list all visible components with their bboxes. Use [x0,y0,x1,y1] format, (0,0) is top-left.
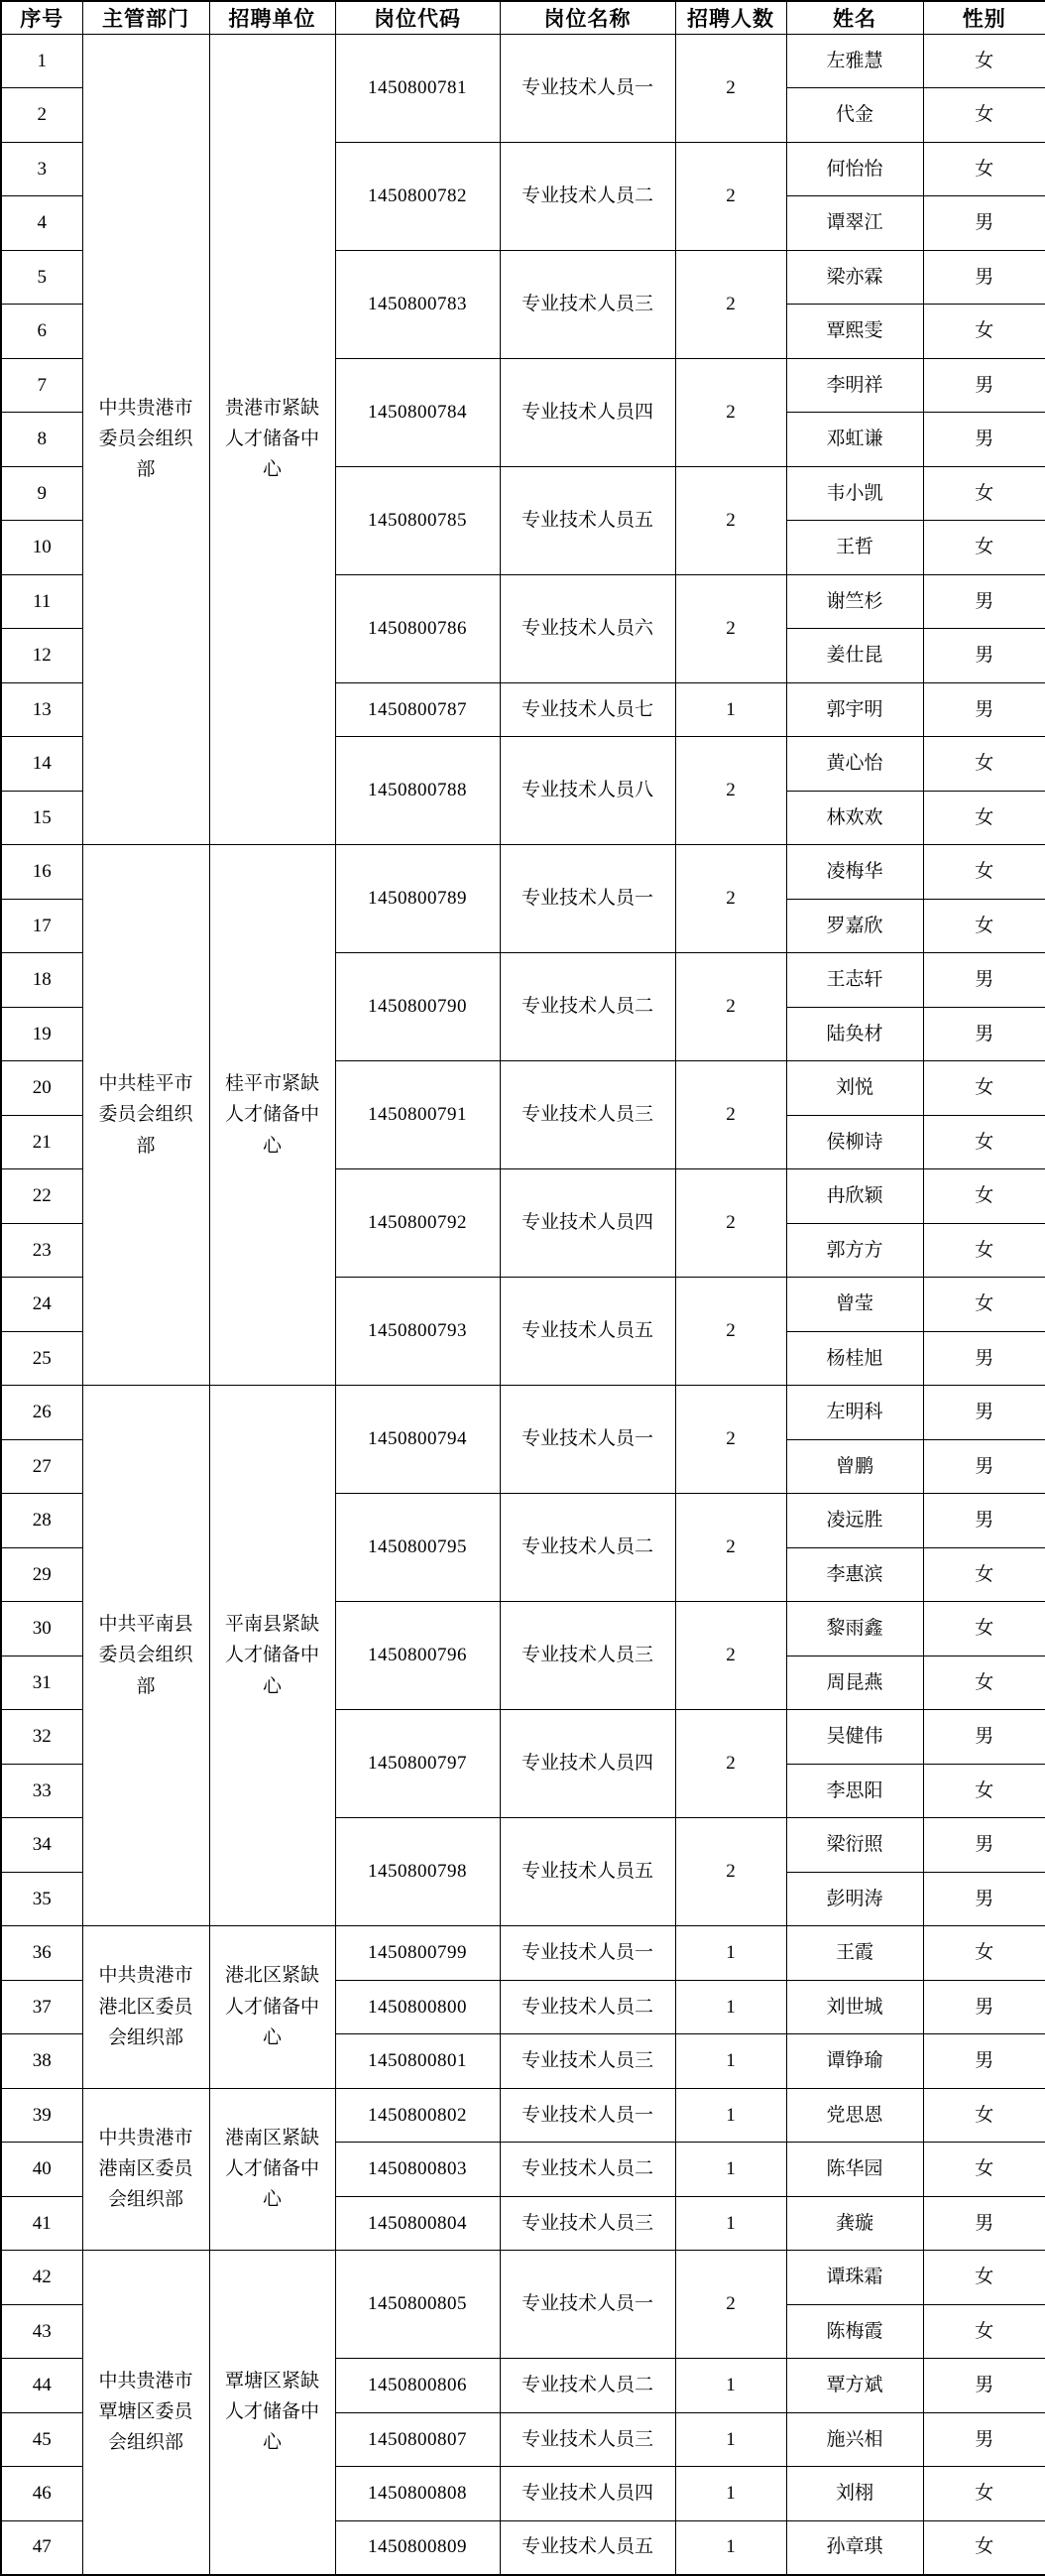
cell-serial: 41 [1,2196,82,2251]
cell-serial: 23 [1,1223,82,1278]
cell-name: 党思恩 [786,2088,923,2143]
cell-serial: 29 [1,1547,82,1602]
cell-title: 专业技术人员五 [500,2520,675,2575]
cell-name: 龚璇 [786,2196,923,2251]
cell-department: 中共桂平市委员会组织部 [82,845,209,1386]
cell-code: 1450800808 [335,2467,500,2521]
cell-code: 1450800805 [335,2251,500,2359]
cell-serial: 12 [1,629,82,683]
cell-name: 凌梅华 [786,845,923,900]
cell-serial: 44 [1,2359,82,2413]
cell-serial: 21 [1,1115,82,1169]
cell-serial: 3 [1,142,82,196]
cell-gender: 男 [923,2359,1045,2413]
cell-title: 专业技术人员三 [500,2034,675,2089]
cell-gender: 男 [923,682,1045,737]
table-row [1,845,1045,900]
cell-unit: 港南区紧缺人才储备中心 [209,2088,335,2251]
cell-gender: 女 [923,142,1045,196]
column-header-title: 岗位名称 [500,1,675,34]
cell-unit: 平南县紧缺人才储备中心 [209,1386,335,1926]
cell-title: 专业技术人员三 [500,2196,675,2251]
cell-name: 施兴相 [786,2412,923,2467]
cell-name: 侯柳诗 [786,1115,923,1169]
cell-code: 1450800803 [335,2143,500,2197]
cell-code: 1450800809 [335,2520,500,2575]
table-row [1,1386,1045,1440]
cell-count: 1 [675,2520,786,2575]
cell-count: 1 [675,2359,786,2413]
cell-gender: 女 [923,305,1045,359]
cell-count: 2 [675,1278,786,1386]
cell-department: 中共平南县委员会组织部 [82,1386,209,1926]
cell-count: 2 [675,953,786,1061]
cell-gender: 男 [923,1710,1045,1765]
cell-title: 专业技术人员六 [500,574,675,682]
cell-code: 1450800796 [335,1602,500,1710]
cell-title: 专业技术人员一 [500,2251,675,2359]
cell-title: 专业技术人员五 [500,1278,675,1386]
cell-gender: 女 [923,1278,1045,1332]
cell-code: 1450800793 [335,1278,500,1386]
cell-serial: 36 [1,1926,82,1981]
cell-serial: 37 [1,1980,82,2034]
cell-name: 王志轩 [786,953,923,1008]
cell-count: 1 [675,1980,786,2034]
cell-name: 谭翠江 [786,196,923,251]
cell-name: 王霞 [786,1926,923,1981]
cell-title: 专业技术人员一 [500,845,675,953]
cell-code: 1450800785 [335,466,500,574]
cell-gender: 男 [923,358,1045,413]
cell-gender: 女 [923,845,1045,900]
cell-gender: 女 [923,1764,1045,1818]
cell-gender: 女 [923,2520,1045,2575]
cell-gender: 男 [923,629,1045,683]
cell-gender: 男 [923,2034,1045,2089]
cell-serial: 26 [1,1386,82,1440]
cell-count: 2 [675,1818,786,1926]
table-header [1,1,1045,34]
cell-title: 专业技术人员二 [500,2143,675,2197]
cell-name: 谭铮瑜 [786,2034,923,2089]
cell-code: 1450800794 [335,1386,500,1494]
cell-count: 1 [675,2034,786,2089]
cell-name: 左雅慧 [786,34,923,88]
cell-name: 邓虹谦 [786,413,923,467]
column-header-count: 招聘人数 [675,1,786,34]
cell-title: 专业技术人员八 [500,737,675,845]
cell-serial: 35 [1,1872,82,1926]
cell-serial: 33 [1,1764,82,1818]
cell-gender: 女 [923,1115,1045,1169]
cell-serial: 6 [1,305,82,359]
cell-name: 刘栩 [786,2467,923,2521]
cell-unit: 桂平市紧缺人才储备中心 [209,845,335,1386]
cell-gender: 女 [923,2251,1045,2305]
cell-title: 专业技术人员三 [500,1602,675,1710]
table-row [1,2251,1045,2305]
cell-gender: 男 [923,1331,1045,1386]
cell-gender: 女 [923,2143,1045,2197]
cell-serial: 32 [1,1710,82,1765]
cell-serial: 8 [1,413,82,467]
cell-title: 专业技术人员七 [500,682,675,737]
cell-name: 陆奂材 [786,1007,923,1061]
column-header-gender: 性别 [923,1,1045,34]
cell-count: 1 [675,2196,786,2251]
cell-serial: 30 [1,1602,82,1656]
cell-code: 1450800788 [335,737,500,845]
cell-count: 2 [675,1494,786,1602]
cell-gender: 男 [923,1872,1045,1926]
cell-gender: 男 [923,574,1045,629]
cell-title: 专业技术人员二 [500,2359,675,2413]
cell-count: 2 [675,1169,786,1278]
cell-serial: 11 [1,574,82,629]
cell-gender: 女 [923,1656,1045,1710]
cell-count: 1 [675,1926,786,1981]
cell-title: 专业技术人员二 [500,1980,675,2034]
cell-code: 1450800786 [335,574,500,682]
cell-serial: 47 [1,2520,82,2575]
cell-serial: 22 [1,1169,82,1224]
cell-name: 李明祥 [786,358,923,413]
cell-name: 李思阳 [786,1764,923,1818]
cell-name: 谭珠霜 [786,2251,923,2305]
cell-gender: 男 [923,1439,1045,1494]
cell-serial: 17 [1,899,82,953]
cell-name: 孙章琪 [786,2520,923,2575]
column-header-unit: 招聘单位 [209,1,335,34]
cell-title: 专业技术人员三 [500,1061,675,1169]
cell-gender: 男 [923,1386,1045,1440]
cell-count: 2 [675,574,786,682]
cell-gender: 男 [923,1007,1045,1061]
cell-serial: 13 [1,682,82,737]
cell-gender: 男 [923,953,1045,1008]
cell-title: 专业技术人员四 [500,1710,675,1818]
cell-title: 专业技术人员五 [500,466,675,574]
cell-count: 1 [675,2088,786,2143]
cell-serial: 2 [1,88,82,143]
cell-gender: 女 [923,521,1045,575]
table-row [1,1926,1045,1981]
cell-code: 1450800791 [335,1061,500,1169]
cell-unit: 港北区紧缺人才储备中心 [209,1926,335,2089]
cell-code: 1450800798 [335,1818,500,1926]
column-header-code: 岗位代码 [335,1,500,34]
cell-gender: 女 [923,1061,1045,1116]
cell-code: 1450800783 [335,250,500,358]
cell-name: 谢竺杉 [786,574,923,629]
cell-gender: 女 [923,791,1045,845]
cell-name: 凌远胜 [786,1494,923,1548]
cell-code: 1450800787 [335,682,500,737]
cell-title: 专业技术人员四 [500,2467,675,2521]
cell-title: 专业技术人员一 [500,1386,675,1494]
cell-gender: 男 [923,1980,1045,2034]
cell-title: 专业技术人员三 [500,2412,675,2467]
cell-serial: 5 [1,250,82,305]
cell-gender: 女 [923,1926,1045,1981]
cell-count: 2 [675,2251,786,2359]
cell-name: 黎雨鑫 [786,1602,923,1656]
cell-count: 1 [675,682,786,737]
cell-name: 杨桂旭 [786,1331,923,1386]
cell-code: 1450800784 [335,358,500,466]
cell-serial: 28 [1,1494,82,1548]
cell-gender: 女 [923,1223,1045,1278]
cell-name: 周昆燕 [786,1656,923,1710]
cell-code: 1450800782 [335,142,500,250]
cell-code: 1450800804 [335,2196,500,2251]
cell-serial: 16 [1,845,82,900]
cell-department: 中共贵港市委员会组织部 [82,34,209,845]
cell-title: 专业技术人员一 [500,2088,675,2143]
cell-count: 2 [675,34,786,142]
cell-serial: 25 [1,1331,82,1386]
cell-name: 王哲 [786,521,923,575]
cell-name: 曾鹏 [786,1439,923,1494]
cell-count: 1 [675,2143,786,2197]
cell-name: 陈梅霞 [786,2304,923,2359]
cell-name: 吴健伟 [786,1710,923,1765]
table-body [1,34,1045,2575]
cell-serial: 20 [1,1061,82,1116]
column-header-serial: 序号 [1,1,82,34]
cell-code: 1450800781 [335,34,500,142]
column-header-name: 姓名 [786,1,923,34]
cell-name: 何怡怡 [786,142,923,196]
cell-code: 1450800795 [335,1494,500,1602]
cell-count: 2 [675,737,786,845]
cell-serial: 40 [1,2143,82,2197]
cell-serial: 4 [1,196,82,251]
cell-code: 1450800801 [335,2034,500,2089]
cell-name: 覃方斌 [786,2359,923,2413]
cell-gender: 男 [923,2412,1045,2467]
cell-code: 1450800807 [335,2412,500,2467]
cell-code: 1450800799 [335,1926,500,1981]
cell-name: 梁亦霖 [786,250,923,305]
cell-gender: 男 [923,196,1045,251]
cell-count: 1 [675,2412,786,2467]
cell-serial: 46 [1,2467,82,2521]
cell-name: 郭方方 [786,1223,923,1278]
cell-name: 曾莹 [786,1278,923,1332]
cell-title: 专业技术人员五 [500,1818,675,1926]
cell-name: 黄心怡 [786,737,923,792]
cell-code: 1450800800 [335,1980,500,2034]
cell-count: 2 [675,466,786,574]
cell-code: 1450800789 [335,845,500,953]
table-row [1,2088,1045,2143]
cell-title: 专业技术人员一 [500,1926,675,1981]
cell-code: 1450800792 [335,1169,500,1278]
cell-title: 专业技术人员二 [500,142,675,250]
cell-serial: 34 [1,1818,82,1873]
cell-name: 韦小凯 [786,466,923,521]
cell-gender: 女 [923,2304,1045,2359]
cell-count: 2 [675,1061,786,1169]
cell-serial: 10 [1,521,82,575]
cell-serial: 43 [1,2304,82,2359]
cell-serial: 42 [1,2251,82,2305]
cell-gender: 女 [923,34,1045,88]
cell-gender: 女 [923,1547,1045,1602]
cell-gender: 男 [923,413,1045,467]
cell-title: 专业技术人员一 [500,34,675,142]
table-row [1,34,1045,88]
cell-name: 姜仕昆 [786,629,923,683]
cell-serial: 27 [1,1439,82,1494]
cell-serial: 38 [1,2034,82,2089]
cell-name: 冉欣颖 [786,1169,923,1224]
cell-department: 中共贵港市港北区委员会组织部 [82,1926,209,2089]
cell-department: 中共贵港市覃塘区委员会组织部 [82,2251,209,2575]
cell-name: 林欢欢 [786,791,923,845]
cell-name: 覃熙雯 [786,305,923,359]
cell-count: 2 [675,1602,786,1710]
cell-serial: 45 [1,2412,82,2467]
cell-serial: 31 [1,1656,82,1710]
cell-name: 刘悦 [786,1061,923,1116]
column-header-department: 主管部门 [82,1,209,34]
cell-gender: 男 [923,2196,1045,2251]
cell-name: 罗嘉欣 [786,899,923,953]
cell-name: 左明科 [786,1386,923,1440]
cell-title: 专业技术人员二 [500,953,675,1061]
cell-gender: 女 [923,88,1045,143]
cell-code: 1450800797 [335,1710,500,1818]
cell-gender: 女 [923,466,1045,521]
cell-name: 代金 [786,88,923,143]
cell-gender: 女 [923,1169,1045,1224]
cell-gender: 女 [923,2467,1045,2521]
cell-name: 刘世城 [786,1980,923,2034]
cell-serial: 14 [1,737,82,792]
cell-department: 中共贵港市港南区委员会组织部 [82,2088,209,2251]
cell-serial: 24 [1,1278,82,1332]
cell-gender: 女 [923,899,1045,953]
cell-count: 2 [675,1710,786,1818]
cell-title: 专业技术人员四 [500,1169,675,1278]
cell-count: 1 [675,2467,786,2521]
cell-count: 2 [675,1386,786,1494]
cell-count: 2 [675,845,786,953]
cell-gender: 男 [923,1818,1045,1873]
cell-title: 专业技术人员三 [500,250,675,358]
cell-serial: 39 [1,2088,82,2143]
cell-title: 专业技术人员二 [500,1494,675,1602]
cell-name: 陈华园 [786,2143,923,2197]
cell-name: 李惠滨 [786,1547,923,1602]
cell-name: 彭明涛 [786,1872,923,1926]
cell-title: 专业技术人员四 [500,358,675,466]
cell-unit: 覃塘区紧缺人才储备中心 [209,2251,335,2575]
cell-gender: 男 [923,1494,1045,1548]
cell-gender: 男 [923,250,1045,305]
cell-unit: 贵港市紧缺人才储备中心 [209,34,335,845]
cell-serial: 9 [1,466,82,521]
cell-serial: 7 [1,358,82,413]
cell-count: 2 [675,142,786,250]
cell-code: 1450800790 [335,953,500,1061]
cell-gender: 女 [923,2088,1045,2143]
cell-name: 梁衍照 [786,1818,923,1873]
cell-gender: 女 [923,1602,1045,1656]
cell-serial: 15 [1,791,82,845]
cell-name: 郭宇明 [786,682,923,737]
cell-gender: 女 [923,737,1045,792]
cell-code: 1450800802 [335,2088,500,2143]
header-row [1,1,1045,34]
cell-count: 2 [675,358,786,466]
cell-serial: 1 [1,34,82,88]
cell-count: 2 [675,250,786,358]
cell-serial: 18 [1,953,82,1008]
cell-code: 1450800806 [335,2359,500,2413]
cell-serial: 19 [1,1007,82,1061]
